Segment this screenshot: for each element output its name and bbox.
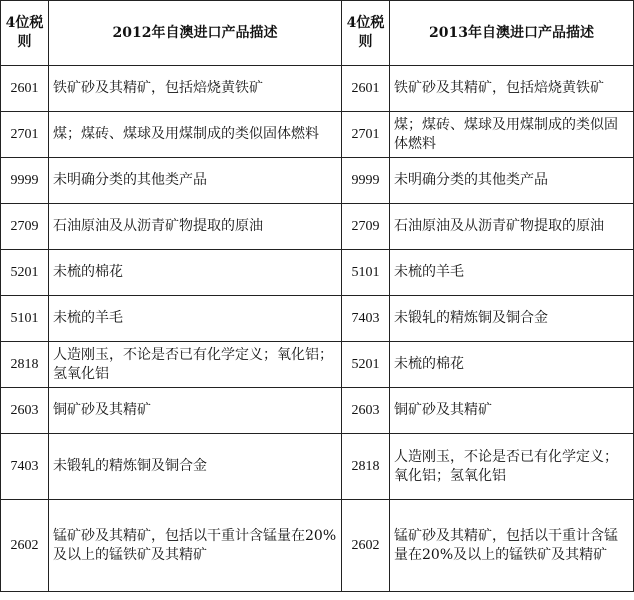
table-row	[1, 500, 634, 592]
desc-2013-cell: 未明确分类的其他类产品	[390, 158, 634, 204]
desc-2012-cell: 石油原油及从沥青矿物提取的原油	[49, 204, 342, 250]
header-desc-2013: 2013年自澳进口产品描述	[390, 1, 634, 66]
table-row	[1, 250, 634, 296]
code-2013-cell: 5201	[342, 342, 390, 388]
desc-2013-cell: 人造刚玉，不论是否已有化学定义；氧化铝；氢氧化铝	[390, 434, 634, 500]
header-row	[1, 1, 634, 66]
code-2013-cell: 2701	[342, 112, 390, 158]
desc-2013-cell: 石油原油及从沥青矿物提取的原油	[390, 204, 634, 250]
desc-2012-cell: 煤；煤砖、煤球及用煤制成的类似固体燃料	[49, 112, 342, 158]
code-2012-cell: 2709	[1, 204, 49, 250]
desc-2013-cell: 未锻轧的精炼铜及铜合金	[390, 296, 634, 342]
desc-2013-cell: 铜矿砂及其精矿	[390, 388, 634, 434]
header-desc-2012: 2012年自澳进口产品描述	[49, 1, 342, 66]
desc-2012-cell: 铁矿砂及其精矿，包括焙烧黄铁矿	[49, 66, 342, 112]
table-row	[1, 204, 634, 250]
desc-2012-cell: 未明确分类的其他类产品	[49, 158, 342, 204]
code-2012-cell: 2818	[1, 342, 49, 388]
code-2013-cell: 7403	[342, 296, 390, 342]
code-2013-cell: 2601	[342, 66, 390, 112]
desc-2012-cell: 锰矿砂及其精矿，包括以干重计含锰量在20%及以上的锰铁矿及其精矿	[49, 500, 342, 592]
desc-2013-cell: 铁矿砂及其精矿，包括焙烧黄铁矿	[390, 66, 634, 112]
code-2012-cell: 7403	[1, 434, 49, 500]
table-row	[1, 296, 634, 342]
table-row	[1, 66, 634, 112]
code-2012-cell: 9999	[1, 158, 49, 204]
code-2013-cell: 9999	[342, 158, 390, 204]
table-row	[1, 158, 634, 204]
table-row	[1, 342, 634, 388]
header-code-2013: 4位税则	[342, 1, 390, 66]
desc-2012-cell: 未锻轧的精炼铜及铜合金	[49, 434, 342, 500]
code-2013-cell: 2602	[342, 500, 390, 592]
code-2013-cell: 2818	[342, 434, 390, 500]
table-row	[1, 112, 634, 158]
code-2012-cell: 5101	[1, 296, 49, 342]
header-code-2012: 4位税则	[1, 1, 49, 66]
code-2012-cell: 2601	[1, 66, 49, 112]
desc-2012-cell: 未梳的棉花	[49, 250, 342, 296]
code-2012-cell: 5201	[1, 250, 49, 296]
desc-2013-cell: 未梳的羊毛	[390, 250, 634, 296]
desc-2012-cell: 铜矿砂及其精矿	[49, 388, 342, 434]
code-2013-cell: 5101	[342, 250, 390, 296]
code-2013-cell: 2603	[342, 388, 390, 434]
code-2013-cell: 2709	[342, 204, 390, 250]
table-row	[1, 434, 634, 500]
code-2012-cell: 2602	[1, 500, 49, 592]
desc-2013-cell: 锰矿砂及其精矿，包括以干重计含锰量在20%及以上的锰铁矿及其精矿	[390, 500, 634, 592]
table-row	[1, 388, 634, 434]
desc-2013-cell: 煤；煤砖、煤球及用煤制成的类似固体燃料	[390, 112, 634, 158]
code-2012-cell: 2701	[1, 112, 49, 158]
desc-2012-cell: 未梳的羊毛	[49, 296, 342, 342]
desc-2012-cell: 人造刚玉，不论是否已有化学定义；氧化铝；氢氧化铝	[49, 342, 342, 388]
desc-2013-cell: 未梳的棉花	[390, 342, 634, 388]
code-2012-cell: 2603	[1, 388, 49, 434]
